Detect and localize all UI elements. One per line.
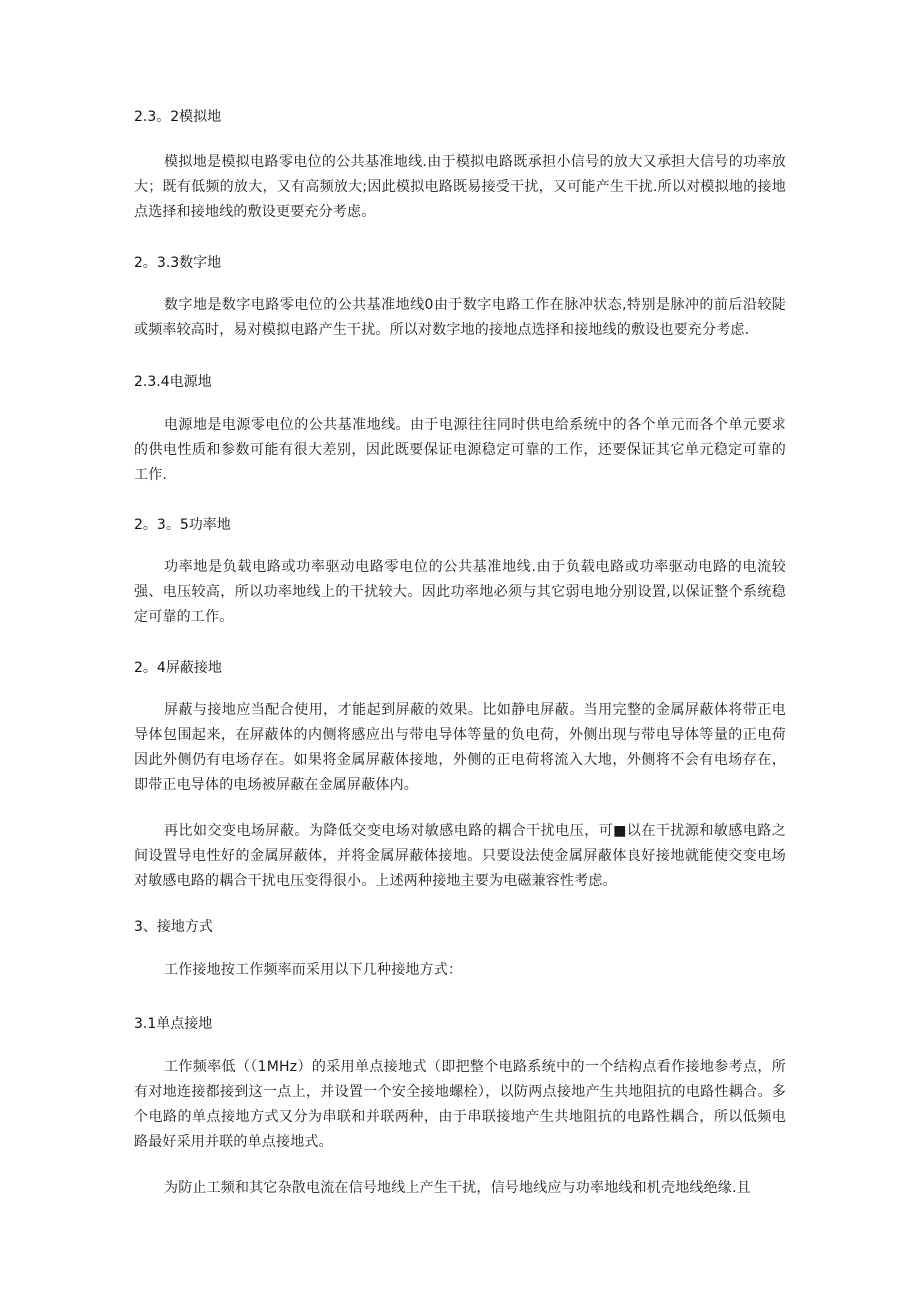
paragraph-analog-ground: 模拟地是模拟电路零电位的公共基准地线.由于模拟电路既承担小信号的放大又承担大信号的功率放大；既有低频的放大，又有高频放大;因此模拟电路既易接受干扰，又可能产生干扰.所以对模拟地的接地点选择和接地线的敷设更要充分考虑。 [134, 154, 786, 220]
section-heading-digital-ground: 2。3.3数字地 [134, 255, 222, 271]
section-heading-analog-ground: 2.3。2模拟地 [134, 109, 222, 125]
paragraph-shield-ground-static: 屏蔽与接地应当配合使用，才能起到屏蔽的效果。比如静电屏蔽。当用完整的金属屏蔽体将带正电导体包围起来，在屏蔽体的内侧将感应出与带电导体等量的负电荷，外侧出现与带电导体等量的正电荷因此外侧仍有电场存在。如果将金属屏蔽体接地，外侧的正电荷将流入大地，外侧将不会有电场存在，即带正电导体的电场被屏蔽在金属屏蔽体内。 [134, 702, 786, 793]
section-heading-single-point-ground: 3.1单点接地 [134, 1016, 213, 1032]
paragraph-power-supply-ground: 电源地是电源零电位的公共基准地线。由于电源往往同时供电给系统中的各个单元而各个单元要求的供电性质和参数可能有很大差别，因此既要保证电源稳定可靠的工作，还要保证其它单元稳定可靠的工作. [134, 417, 786, 483]
section-heading-power-ground: 2。3。5功率地 [134, 517, 231, 533]
paragraph-power-ground: 功率地是负载电路或功率驱动电路零电位的公共基准地线.由于负载电路或功率驱动电路的电流较强、电压较高，所以功率地线上的干扰较大。因此功率地必须与其它弱电地分别设置,以保证整个系统稳定可靠的工作。 [134, 559, 786, 625]
paragraph-digital-ground: 数字地是数字电路零电位的公共基准地线0由于数字电路工作在脉冲状态,特别是脉冲的前后沿较陡或频率较高时，易对模拟电路产生干扰。所以对数字地的接地点选择和接地线的敷设也要充分考虑. [134, 297, 786, 338]
section-heading-shield-ground: 2。4屏蔽接地 [134, 660, 222, 676]
paragraph-single-point-insulation: 为防止工频和其它杂散电流在信号地线上产生干扰，信号地线应与功率地线和机壳地线绝缘.且 [164, 1180, 751, 1196]
paragraph-grounding-methods: 工作接地按工作频率而采用以下几种接地方式： [164, 962, 463, 978]
paragraph-single-point-ground: 工作频率低（（1MHz）的采用单点接地式（即把整个电路系统中的一个结构点看作接地参考点，所有对地连接都接到这一点上，并设置一个安全接地螺栓），以防两点接地产生共地阻抗的电路性耦合。多个电路的单点接地方式又分为串联和并联两种，由于串联接地产生共地阻抗的电路性耦合，所以低频电路最好采用并联的单点接地式。 [134, 1059, 786, 1150]
section-heading-grounding-methods: 3、接地方式 [134, 919, 213, 935]
section-heading-power-supply-ground: 2.3.4电源地 [134, 374, 212, 390]
paragraph-shield-ground-alternating: 再比如交变电场屏蔽。为降低交变电场对敏感电路的耦合干扰电压，可■以在干扰源和敏感电路之间设置导电性好的金属屏蔽体，并将金属屏蔽体接地。只要设法使金属屏蔽体良好接地就能使交变电场对敏感电路的耦合干扰电压变得很小。上述两种接地主要为电磁兼容性考虑。 [134, 823, 786, 889]
